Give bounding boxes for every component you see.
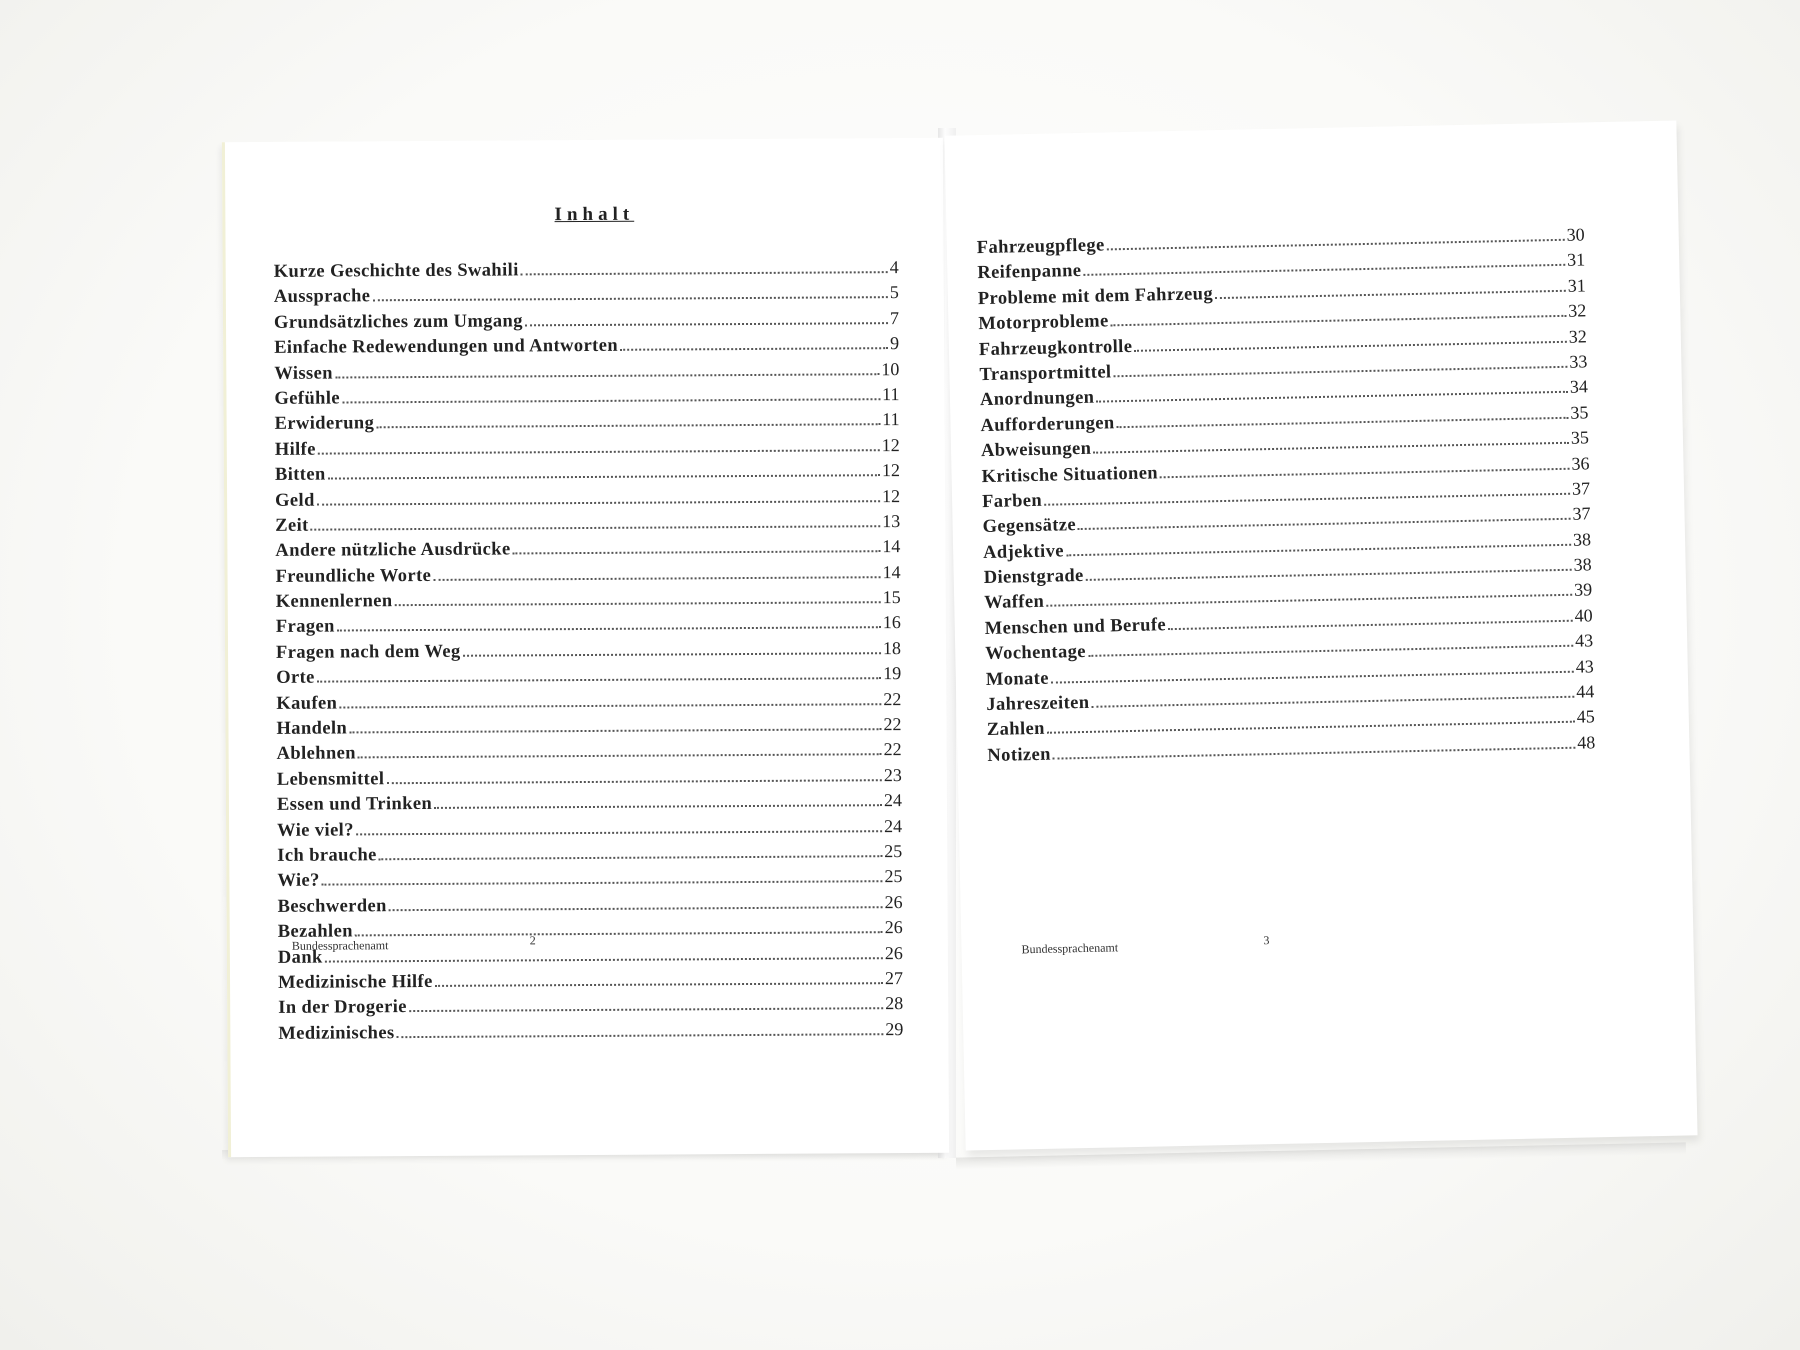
left-toc-entry xyxy=(276,585,901,614)
toc-entry-page-number: 14 xyxy=(882,536,901,557)
toc-leader-dots xyxy=(513,550,881,554)
toc-leader-dots xyxy=(339,703,881,708)
toc-entry-label: Gegensätze xyxy=(982,515,1077,538)
toc-entry-label: Fragen xyxy=(275,617,335,638)
right-page xyxy=(944,120,1697,1150)
toc-entry-label: In der Drogerie xyxy=(278,997,407,1019)
toc-entry-page-number: 38 xyxy=(1573,554,1592,575)
toc-entry-page-number: 26 xyxy=(884,917,903,938)
toc-entry-label: Geld xyxy=(275,490,315,511)
toc-entry-label: Freundliche Worte xyxy=(275,565,432,587)
left-toc-entry xyxy=(277,864,902,893)
toc-entry-label: Bezahlen xyxy=(277,921,353,943)
toc-leader-dots xyxy=(379,855,883,860)
toc-entry-page-number: 4 xyxy=(889,257,899,278)
toc-entry-page-number: 22 xyxy=(883,714,902,735)
toc-leader-dots xyxy=(434,804,882,809)
left-toc-entry xyxy=(277,839,902,868)
toc-leader-dots xyxy=(409,1008,883,1013)
footer-page-number-right: 3 xyxy=(1263,933,1270,948)
left-toc-entry xyxy=(278,966,903,995)
toc-leader-dots xyxy=(1215,290,1566,299)
toc-leader-dots xyxy=(389,906,883,911)
toc-leader-dots xyxy=(1134,340,1567,351)
left-toc-entry xyxy=(275,433,900,462)
toc-entry-page-number: 37 xyxy=(1571,478,1591,499)
left-toc-entry xyxy=(275,560,900,589)
toc-entry-label: Wie? xyxy=(277,871,320,892)
toc-entry-page-number: 22 xyxy=(883,688,902,709)
toc-entry-page-number: 25 xyxy=(884,866,903,887)
toc-list-right xyxy=(977,222,1596,768)
toc-entry-label: Wochentage xyxy=(985,642,1087,665)
toc-entry-page-number: 38 xyxy=(1572,529,1592,550)
left-toc-entry xyxy=(274,255,899,284)
toc-entry-page-number: 44 xyxy=(1576,681,1595,702)
footer-publisher-right: Bundessprachenamt xyxy=(1021,940,1119,957)
left-toc-entry xyxy=(275,407,900,436)
toc-entry-page-number: 26 xyxy=(884,891,903,912)
toc-entry-label: Bitten xyxy=(274,464,326,486)
left-toc-entry xyxy=(275,509,900,538)
toc-entry-page-number: 5 xyxy=(889,282,899,303)
left-toc-entry xyxy=(277,763,902,792)
toc-entry-page-number: 24 xyxy=(883,790,903,811)
left-toc-entry xyxy=(274,357,899,386)
toc-entry-label: Grundsätzliches zum Umgang xyxy=(273,311,523,333)
toc-entry-page-number: 31 xyxy=(1567,275,1586,296)
toc-entry-label: Kritische Situationen xyxy=(981,462,1159,487)
toc-entry-page-number: 33 xyxy=(1569,351,1588,372)
toc-entry-page-number: 16 xyxy=(882,612,901,633)
toc-leader-dots xyxy=(317,500,880,505)
toc-entry-label: Lebensmittel xyxy=(276,769,385,790)
toc-entry-page-number: 12 xyxy=(881,434,900,455)
toc-leader-dots xyxy=(397,1033,884,1038)
toc-entry-page-number: 9 xyxy=(890,333,900,354)
toc-entry-page-number: 18 xyxy=(882,637,902,659)
toc-entry-page-number: 32 xyxy=(1568,325,1587,347)
left-toc-entry xyxy=(276,687,901,716)
left-toc-entry xyxy=(276,712,901,741)
toc-entry-label: Probleme mit dem Fahrzeug xyxy=(977,283,1214,309)
toc-leader-dots xyxy=(322,881,883,886)
toc-entry-label: Jahreszeiten xyxy=(986,692,1090,716)
left-toc-entry xyxy=(275,458,900,487)
toc-entry-page-number: 11 xyxy=(882,384,900,405)
toc-leader-dots xyxy=(1117,417,1569,428)
toc-entry-label: Medizinisches xyxy=(278,1022,395,1044)
toc-entry-label: Orte xyxy=(276,667,315,689)
toc-entry-page-number: 48 xyxy=(1577,732,1596,753)
toc-entry-label: Farben xyxy=(981,490,1043,512)
toc-leader-dots xyxy=(433,576,880,581)
toc-leader-dots xyxy=(317,677,881,682)
toc-entry-page-number: 12 xyxy=(882,485,901,506)
toc-leader-dots xyxy=(355,931,883,936)
toc-entry-page-number: 14 xyxy=(882,561,901,582)
toc-leader-dots xyxy=(620,347,888,351)
toc-entry-page-number: 39 xyxy=(1573,579,1593,601)
toc-entry-label: Einfache Redewendungen und Antworten xyxy=(274,335,619,359)
toc-list-left xyxy=(274,255,904,1046)
toc-entry-label: Notizen xyxy=(987,744,1052,766)
toc-entry-page-number: 23 xyxy=(883,764,902,785)
toc-leader-dots xyxy=(356,830,882,835)
left-toc-entry xyxy=(277,890,902,919)
toc-entry-page-number: 19 xyxy=(883,663,902,684)
toc-entry-page-number: 7 xyxy=(889,307,900,328)
toc-entry-page-number: 35 xyxy=(1570,427,1590,448)
toc-leader-dots xyxy=(342,398,880,403)
left-toc-entry xyxy=(278,1017,903,1046)
toc-entry-label: Essen und Trinken xyxy=(276,794,433,816)
toc-entry-page-number: 34 xyxy=(1569,376,1589,398)
toc-leader-dots xyxy=(1168,620,1573,630)
footer-page-number-left: 2 xyxy=(529,933,536,948)
toc-entry-page-number: 15 xyxy=(882,587,901,608)
toc-leader-dots xyxy=(525,322,888,326)
toc-entry-page-number: 30 xyxy=(1566,224,1585,245)
toc-entry-label: Zeit xyxy=(275,515,309,536)
toc-entry-label: Kennenlernen xyxy=(275,591,393,612)
toc-entry-page-number: 13 xyxy=(882,510,901,532)
toc-entry-page-number: 10 xyxy=(881,358,900,379)
toc-entry-label: Gefühle xyxy=(274,388,341,409)
toc-entry-label: Beschwerden xyxy=(277,895,387,917)
toc-entry-label: Abweisungen xyxy=(980,438,1092,462)
toc-entry-label: Ablehnen xyxy=(276,743,356,765)
toc-entry-label: Fahrzeugkontrolle xyxy=(978,336,1133,360)
toc-entry-label: Hilfe xyxy=(274,439,316,460)
toc-entry-label: Ich brauche xyxy=(277,845,377,866)
toc-leader-dots xyxy=(372,297,887,302)
toc-entry-page-number: 27 xyxy=(884,968,904,989)
toc-entry-page-number: 37 xyxy=(1572,503,1591,525)
toc-entry-label: Wissen xyxy=(274,363,333,384)
toc-entry-label: Anordnungen xyxy=(979,388,1095,411)
toc-title: Inhalt xyxy=(554,203,635,226)
toc-leader-dots xyxy=(435,982,883,987)
left-toc-entry xyxy=(276,661,901,690)
toc-leader-dots xyxy=(1111,315,1567,327)
left-toc-entry xyxy=(277,737,902,766)
toc-leader-dots xyxy=(311,525,881,530)
toc-entry-page-number: 32 xyxy=(1568,300,1587,321)
toc-entry-label: Erwiderung xyxy=(274,413,375,435)
toc-entry-label: Waffen xyxy=(984,592,1045,614)
toc-leader-dots xyxy=(463,652,881,657)
left-page xyxy=(222,138,949,1157)
toc-leader-dots xyxy=(386,779,881,784)
toc-entry-page-number: 31 xyxy=(1566,249,1586,271)
toc-entry-label: Andere nützliche Ausdrücke xyxy=(275,539,511,562)
toc-entry-page-number: 29 xyxy=(885,1018,904,1039)
left-toc-entry xyxy=(277,788,902,817)
left-toc-entry xyxy=(277,814,902,843)
left-toc-entry xyxy=(275,484,900,513)
toc-leader-dots xyxy=(318,449,880,454)
toc-entry-page-number: 12 xyxy=(881,460,900,481)
toc-entry-label: Monate xyxy=(985,668,1050,690)
toc-leader-dots xyxy=(335,373,879,378)
toc-entry-label: Dienstgrade xyxy=(983,566,1084,589)
left-toc-entry xyxy=(278,991,903,1020)
toc-entry-label: Kaufen xyxy=(276,693,338,714)
toc-leader-dots xyxy=(1053,747,1576,760)
toc-entry-page-number: 45 xyxy=(1576,706,1595,728)
toc-entry-page-number: 43 xyxy=(1574,630,1594,651)
left-toc-entry xyxy=(275,534,900,563)
toc-entry-page-number: 36 xyxy=(1571,452,1590,474)
toc-entry-label: Aufforderungen xyxy=(980,413,1115,436)
toc-entry-label: Aussprache xyxy=(273,286,371,308)
toc-entry-label: Fahrzeugpflege xyxy=(976,235,1105,259)
toc-leader-dots xyxy=(395,601,881,606)
toc-entry-label: Medizinische Hilfe xyxy=(277,971,433,993)
toc-entry-label: Menschen und Berufe xyxy=(984,615,1167,639)
toc-entry-label: Adjektive xyxy=(982,541,1065,563)
toc-entry-label: Motorprobleme xyxy=(978,311,1109,335)
toc-entry-page-number: 11 xyxy=(882,409,900,430)
toc-leader-dots xyxy=(1114,366,1568,378)
toc-entry-page-number: 40 xyxy=(1574,605,1593,626)
left-toc-entry xyxy=(274,306,899,335)
toc-leader-dots xyxy=(328,474,880,479)
footer-publisher-left: Bundessprachenamt xyxy=(291,938,389,953)
toc-entry-page-number: 25 xyxy=(884,841,903,862)
toc-entry-label: Kurze Geschichte des Swahili xyxy=(273,260,519,282)
toc-leader-dots xyxy=(325,957,883,962)
left-toc-entry xyxy=(274,331,899,360)
toc-entry-page-number: 24 xyxy=(884,815,903,836)
left-toc-entry xyxy=(276,611,901,640)
toc-leader-dots xyxy=(337,627,881,632)
toc-entry-label: Handeln xyxy=(276,718,348,739)
left-toc-entry xyxy=(274,382,899,411)
toc-leader-dots xyxy=(521,271,888,275)
toc-entry-label: Dank xyxy=(277,947,323,968)
toc-leader-dots xyxy=(1160,467,1569,478)
toc-entry-page-number: 28 xyxy=(885,993,904,1014)
left-toc-entry xyxy=(276,636,901,665)
toc-entry-label: Wie viel? xyxy=(277,820,354,841)
toc-leader-dots xyxy=(358,754,882,759)
toc-entry-page-number: 22 xyxy=(883,739,902,760)
toc-entry-page-number: 26 xyxy=(884,942,903,963)
toc-entry-page-number: 35 xyxy=(1570,402,1589,423)
toc-entry-label: Transportmittel xyxy=(979,362,1112,386)
left-toc-entry xyxy=(274,280,899,309)
toc-entry-label: Fragen nach dem Weg xyxy=(275,641,461,663)
toc-leader-dots xyxy=(349,728,881,733)
toc-entry-label: Zahlen xyxy=(986,719,1046,741)
toc-entry-label: Reifenpanne xyxy=(977,261,1082,284)
toc-leader-dots xyxy=(376,424,880,429)
toc-entry-page-number: 43 xyxy=(1575,655,1594,677)
